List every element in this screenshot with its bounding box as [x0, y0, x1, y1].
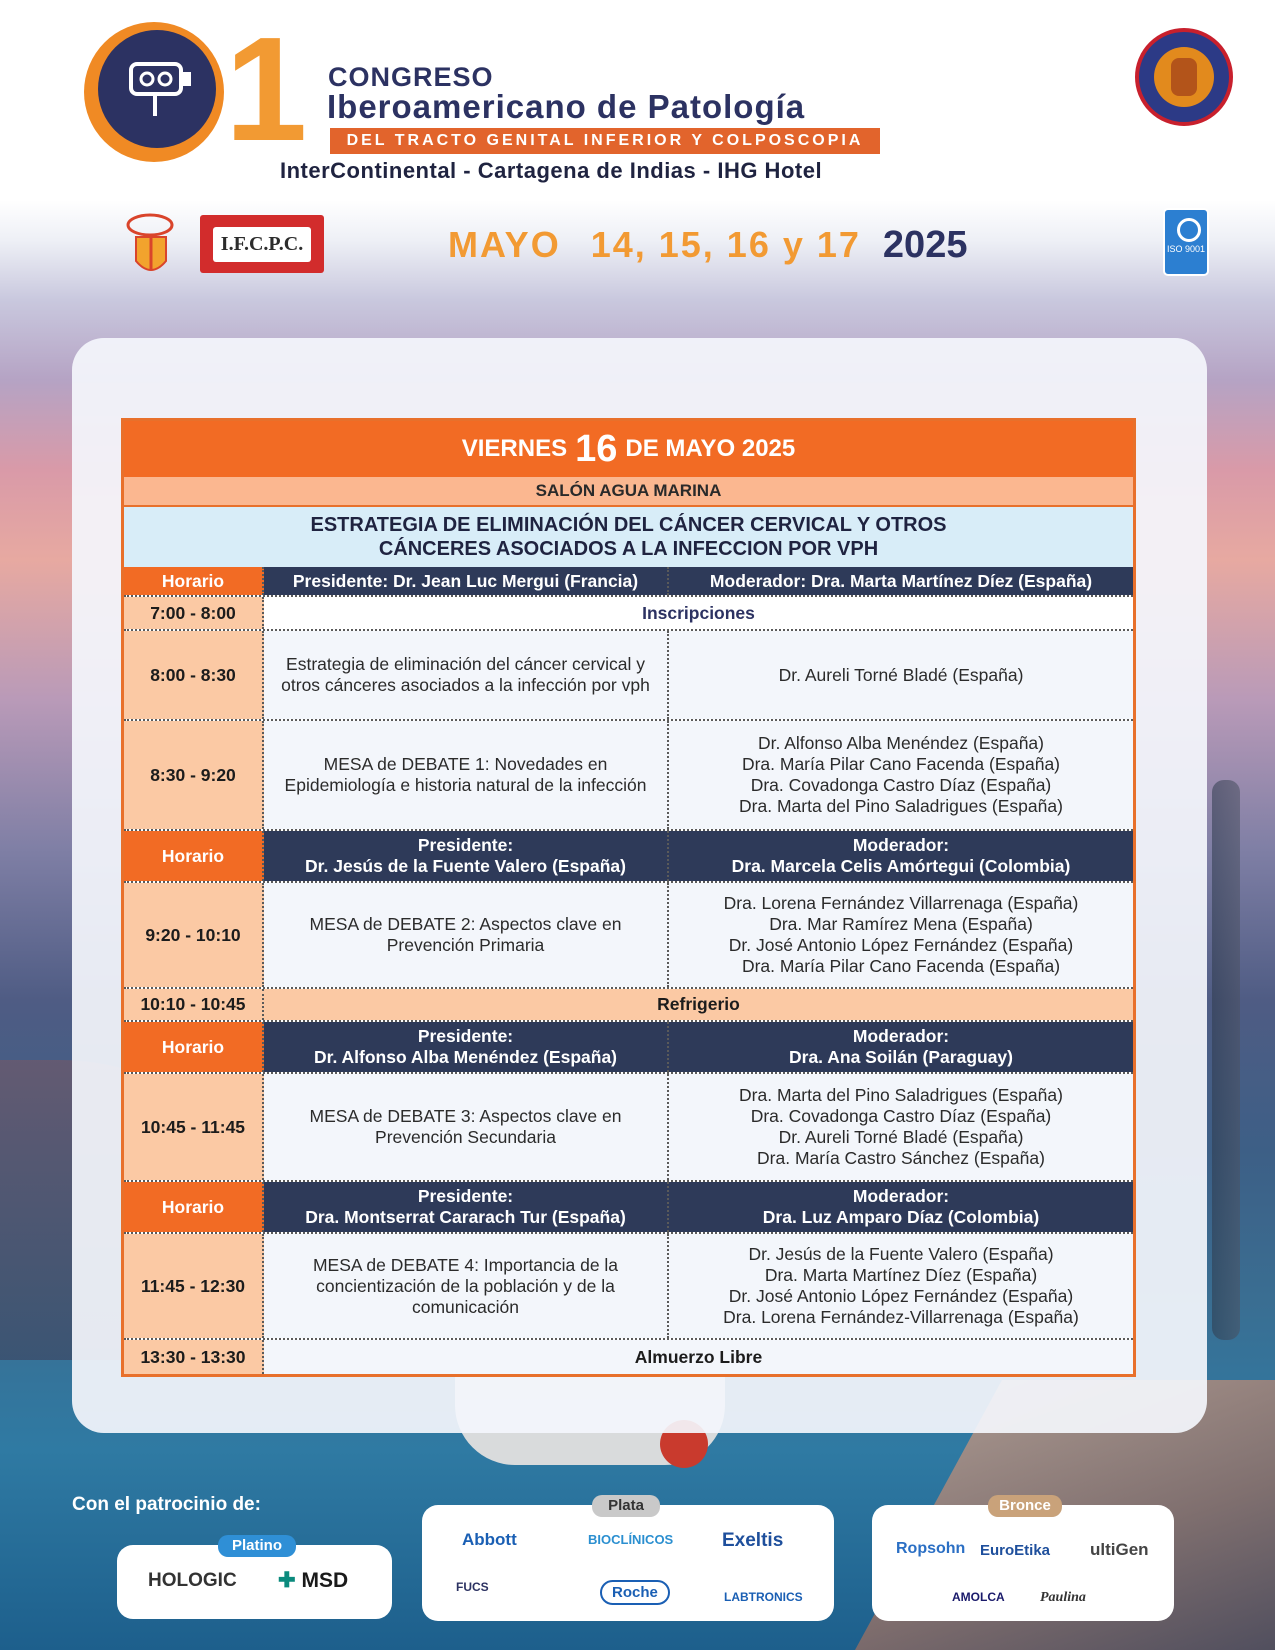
- session-theme: ESTRATEGIA DE ELIMINACIÓN DEL CÁNCER CERVICAL Y OTROS CÁNCERES ASOCIADOS A LA INFECCION POR VPH: [124, 507, 1133, 567]
- congress-subtitle: DEL TRACTO GENITAL INFERIOR Y COLPOSCOPIA: [330, 128, 880, 154]
- salon-name: SALÓN AGUA MARINA: [124, 477, 1133, 507]
- bronce-sponsors-box: [872, 1505, 1174, 1621]
- fecolsog-seal: [1135, 28, 1233, 126]
- congress-label: CONGRESO: [328, 62, 494, 92]
- sponsor-paulina: Paulina: [1040, 1590, 1086, 1605]
- dates-year: 2025: [882, 224, 968, 266]
- dates-days: 14, 15, 16 y 17: [590, 224, 861, 265]
- sponsor-ropsohn: Ropsohn: [896, 1540, 966, 1557]
- sponsor-msd: ✚ MSD: [278, 1569, 349, 1592]
- table-row: 8:00 - 8:30 Estrategia de eliminación del cáncer cervical y otros cánceres asociados a la infección por vph Dr. Aureli Torné Bladé (España): [124, 631, 1133, 721]
- sponsor-fucs: FUCS: [456, 1580, 489, 1594]
- sponsor-amolca: AMOLCA: [952, 1590, 1005, 1604]
- congress-title: Iberoamericano de Patología: [327, 88, 806, 125]
- table-row: 7:00 - 8:00 Inscripciones: [124, 597, 1133, 631]
- sponsor-abbott: Abbott: [462, 1530, 517, 1549]
- table-row: 9:20 - 10:10 MESA de DEBATE 2: Aspectos clave en Prevención Primaria Dra. Lorena Fernández Villarrenaga (España) Dra. Mar Ramírez Mena (España) Dr. José Antonio López Fernández (España) Dra. María Pilar Cano Facenda (España): [124, 883, 1133, 989]
- sponsors-label: Con el patrocinio de:: [72, 1494, 261, 1515]
- sponsor-labtronics: LABTRONICS: [724, 1590, 803, 1604]
- sponsor-exeltis: Exeltis: [722, 1530, 784, 1551]
- plata-tag: Plata: [592, 1495, 660, 1517]
- table-row: 11:45 - 12:30 MESA de DEBATE 4: Importancia de la concientización de la población y de la comunicación Dr. Jesús de la Fuente Valero (España) Dra. Marta Martínez Díez (España) Dr. José Antonio López Fernández (España) Dra. Lorena Fernández-Villarrenaga (España): [124, 1234, 1133, 1340]
- schedule-title: VIERNES 16 DE MAYO 2025: [124, 421, 1133, 477]
- edition-number: 1: [225, 7, 308, 172]
- sponsor-euroetika: EuroEtika: [980, 1542, 1051, 1559]
- platino-tag: Platino: [218, 1535, 296, 1557]
- event-dates: [448, 224, 967, 267]
- schedule-table: [121, 418, 1136, 1377]
- aepcc-logo: [108, 203, 188, 283]
- block-header: Horario Presidente: Dra. Montserrat Cararach Tur (España) Moderador: Dra. Luz Amparo Díaz (Colombia): [124, 1182, 1133, 1234]
- ifcpc-logo: I.F.C.P.C.: [200, 215, 324, 273]
- colposcope-icon: [98, 30, 216, 148]
- table-row: 10:45 - 11:45 MESA de DEBATE 3: Aspectos clave en Prevención Secundaria Dra. Marta del Pino Saladrigues (España) Dra. Covadonga Castro Díaz (España) Dr. Aureli Torné Bladé (España) Dra. María Castro Sánchez (España): [124, 1074, 1133, 1182]
- block-header: Horario Presidente: Dr. Alfonso Alba Menéndez (España) Moderador: Dra. Ana Soilán (Paraguay): [124, 1022, 1133, 1074]
- block-header: Horario Presidente: Dr. Jean Luc Mergui (Francia) Moderador: Dra. Marta Martínez Díez (España): [124, 567, 1133, 597]
- sponsor-ultigen: ultiGen: [1090, 1540, 1149, 1559]
- table-row: 8:30 - 9:20 MESA de DEBATE 1: Novedades en Epidemiología e historia natural de la infección Dr. Alfonso Alba Menéndez (España) Dra. María Pilar Cano Facenda (España) Dra. Covadonga Castro Díaz (España) Dra. Marta del Pino Saladrigues (España): [124, 721, 1133, 831]
- table-row: 13:30 - 13:30 Almuerzo Libre: [124, 1340, 1133, 1374]
- venue-text: InterContinental - Cartagena de Indias - IHG Hotel: [280, 158, 823, 183]
- sponsor-hologic: HOLOGIC: [148, 1570, 237, 1591]
- block-header: Horario Presidente: Dr. Jesús de la Fuente Valero (España) Moderador: Dra. Marcela Celis Amórtegui (Colombia): [124, 831, 1133, 883]
- dates-month: MAYO: [448, 224, 561, 265]
- table-row: 10:10 - 10:45 Refrigerio: [124, 989, 1133, 1022]
- sponsor-bioclinicos: BIOCLÍNICOS: [588, 1532, 674, 1547]
- bronce-tag: Bronce: [988, 1495, 1062, 1517]
- sponsor-roche: Roche: [600, 1580, 670, 1605]
- background-palm: [1212, 780, 1240, 1340]
- icontec-badge: ISO 9001: [1163, 208, 1209, 276]
